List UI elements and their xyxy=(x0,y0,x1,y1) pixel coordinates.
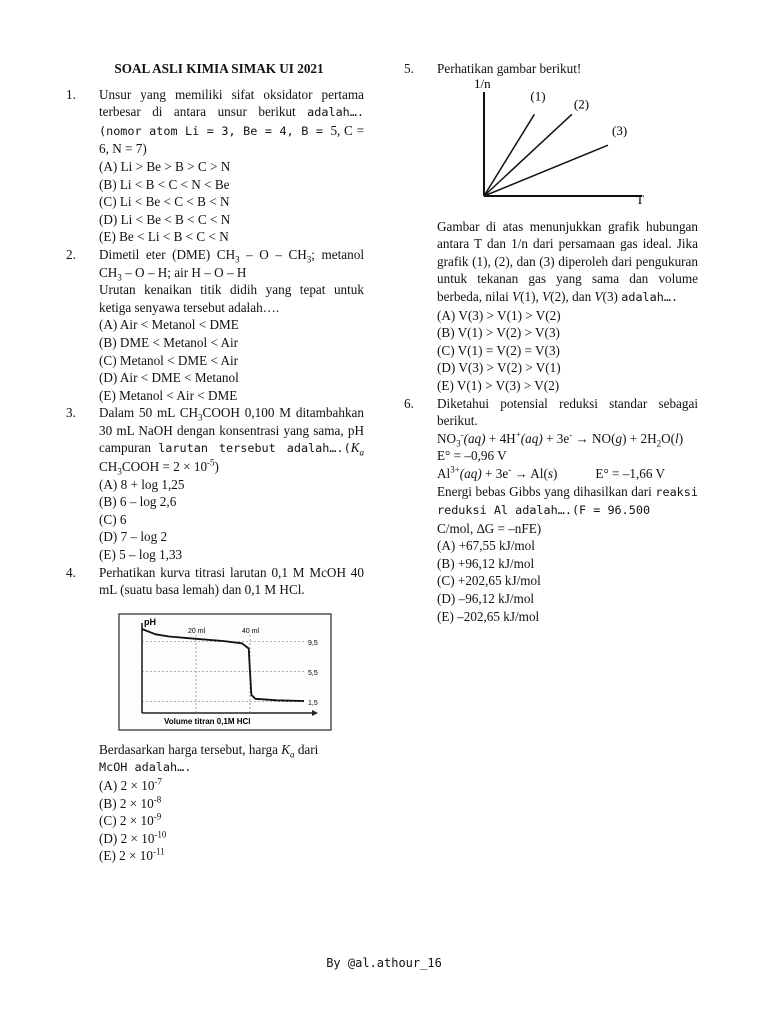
question-number: 1. xyxy=(66,86,76,102)
option-d: (D) Air < DME < Metanol xyxy=(99,370,239,386)
reaction-no3: $NO_3^-(aq) + 4H^+(aq) + 3e^- \to NO(g) + 2H_2O(l)$ xyxy=(437,429,684,449)
potential-no3: E° = –0,96 V xyxy=(437,448,507,464)
option-a: (A) Li > Be > B > C > N xyxy=(99,158,231,174)
x-axis-label: Volume titran 0,1M HCl xyxy=(164,716,251,726)
answer-options xyxy=(99,316,364,404)
option-c: (C) $2 \times 10^{-9}$ xyxy=(99,811,162,829)
option-e: (E) V(1) > V(3) > V(2) xyxy=(437,377,560,393)
question-number: 4. xyxy=(66,564,76,580)
x-marker-label: 40 ml xyxy=(242,627,260,635)
option-a: (A) $2 \times 10^{-7}$ xyxy=(99,776,162,793)
question-stem: Dalam 50 mL $CH_3COOH$ 0,100 M ditambahkan 30 mL NaOH dengan konsentrasi yang sama, pH campuran larutan tersebut $adalah\dots.(K_a$ $CH_3COOH = 2 \times 10^{-5}$) xyxy=(99,405,364,477)
y-marker-label: 9,5 xyxy=(308,639,318,647)
option-a: (A) V(3) > V(1) > V(2) xyxy=(437,307,561,323)
y-marker-label: 5,5 xyxy=(308,669,318,677)
question-stem-line: Urutan kenaikan titik didih yang tepat untuk ketiga senyawa tersebut adalah…. xyxy=(99,282,364,315)
option-b: (B) 6 – log 2,6 xyxy=(99,494,177,510)
option-d: (D) –96,12 kJ/mol xyxy=(437,591,535,607)
question-stem-continued: Berdasarkan harga tersebut, harga $K_a$ dari McOH adalah…. xyxy=(99,741,319,775)
option-d: (D) V(3) > V(2) > V(1) xyxy=(437,360,561,376)
question-number: 3. xyxy=(66,405,76,421)
option-e: (E) $2 \times 10^{-11}$ xyxy=(99,846,165,864)
answer-options xyxy=(437,537,698,625)
answer-options xyxy=(99,777,364,865)
question-2 xyxy=(66,246,364,404)
question-number: 5. xyxy=(404,61,414,76)
option-d: (D) 7 – log 2 xyxy=(99,529,168,545)
left-column xyxy=(66,60,364,865)
document-title: SOAL ASLI KIMIA SIMAK UI 2021 xyxy=(114,61,324,76)
series-label: (3) xyxy=(612,122,628,138)
option-d: (D) $2 \times 10^{-10}$ xyxy=(99,829,167,846)
option-b: (B) Li < B < C < N < Be xyxy=(99,176,230,192)
y-marker-label: 1,5 xyxy=(308,699,318,707)
option-e: (E) –202,65 kJ/mol xyxy=(437,608,540,624)
option-e: (E) Be < Li < B < C < N xyxy=(99,229,229,245)
answer-options xyxy=(99,476,364,564)
option-b: (B) DME < Metanol < Air xyxy=(99,334,239,350)
question-5 xyxy=(404,60,698,395)
series-label: (2) xyxy=(573,95,590,111)
series-line xyxy=(484,114,572,196)
question-1 xyxy=(66,86,364,246)
option-a: (A) 8 + log 1,25 xyxy=(99,476,185,492)
question-stem: Perhatikan gambar berikut! xyxy=(437,61,582,76)
y-axis-label: pH xyxy=(144,616,156,627)
y-axis-label: 1/n xyxy=(474,77,491,91)
answer-options xyxy=(99,158,364,246)
option-c: (C) +202,65 kJ/mol xyxy=(437,573,541,589)
option-c: (C) 6 xyxy=(99,511,127,527)
option-b: (B) +96,12 kJ/mol xyxy=(437,555,535,571)
question-stem: Dimetil eter (DME) $CH_3$ – O – $CH_3$; metanol $CH_3$ – O – H; air H – O – H xyxy=(99,246,364,283)
titration-curve-chart xyxy=(118,613,332,731)
option-c: (C) Li < Be < C < B < N xyxy=(99,194,230,210)
option-b: (B) $2 \times 10^{-8}$ xyxy=(99,794,162,811)
option-c: (C) Metanol < DME < Air xyxy=(99,352,239,368)
reaction-al: $Al^{3+}(aq) + 3e^- \to Al(s) E^\circ = -1,66$ V xyxy=(437,464,666,481)
series-line xyxy=(484,114,534,196)
series-label: (1) xyxy=(530,87,546,103)
question-number: 2. xyxy=(66,246,76,262)
x-axis-label: T xyxy=(636,191,644,207)
option-c: (C) V(1) = V(2) = V(3) xyxy=(437,342,560,358)
option-a: (A) +67,55 kJ/mol xyxy=(437,538,535,554)
ideal-gas-graph xyxy=(432,78,672,214)
question-number: 6. xyxy=(404,395,414,411)
option-a: (A) Air < Metanol < DME xyxy=(99,317,239,333)
question-stem: Perhatikan kurva titrasi larutan 0,1 M McOH 40 mL (suatu basa lemah) dan 0,1 M HCl. xyxy=(99,564,364,598)
question-3 xyxy=(66,404,364,563)
question-stem: Diketahui potensial reduksi standar sebagai berikut. xyxy=(437,395,698,429)
question-stem-continued: Energi bebas Gibbs yang dihasilkan dari reaksi reduksi Al adalah….(F = 96.500 C/mol, ∆G = –nFE) xyxy=(437,483,698,536)
option-e: (E) Metanol < Air < DME xyxy=(99,387,238,403)
option-b: (B) V(1) > V(2) > V(3) xyxy=(437,325,560,341)
option-e: (E) 5 – log 1,33 xyxy=(99,547,183,563)
question-stem-continued: Gambar di atas menunjukkan grafik hubungan antara T dan 1/n dari persamaan gas ideal. Jika grafik (1), (2), dan (3) diperoleh dari pengukuran untuk tekanan gas yang sama dan volume berbeda, nilai V(1), V(2), dan V(3) adalah…. xyxy=(437,218,698,304)
potential-al: E° = –1,66 V xyxy=(595,465,666,481)
x-marker-label: 20 ml xyxy=(188,627,206,635)
footer-credit: By @al.athour_16 xyxy=(326,956,442,970)
question-stem: Unsur yang memiliki sifat oksidator pertama terbesar di antara unsur berikut adalah….(nomor atom Li = 3, Be = 4, B = 5, C = 6, N = 7) xyxy=(99,86,365,157)
question-6 xyxy=(404,395,698,626)
right-column xyxy=(404,60,698,625)
option-d: (D) Li < Be < B < C < N xyxy=(99,211,231,227)
question-4 xyxy=(66,564,364,865)
series-line xyxy=(484,145,608,196)
answer-options xyxy=(437,307,698,395)
